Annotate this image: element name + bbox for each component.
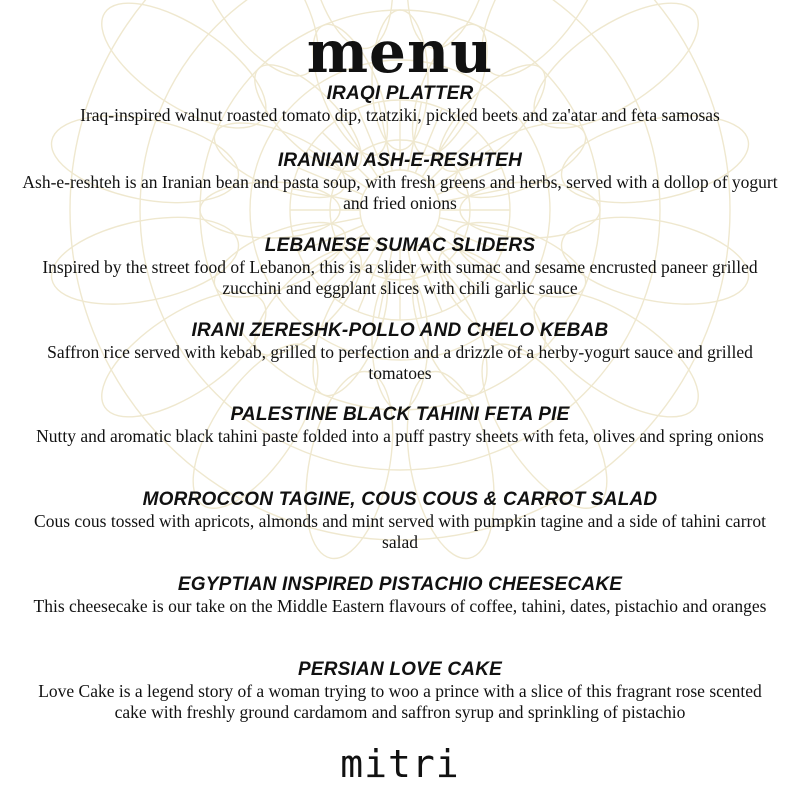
dish-description: Cous cous tossed with apricots, almonds and mint served with pumpkin tagine and a side of tahini carrot salad [34,511,766,552]
dish-name: PERSIAN LOVE CAKE [298,659,502,680]
dish-name: PALESTINE BLACK TAHINI FETA PIE [230,404,570,425]
menu-item [20,489,780,553]
menu-item [20,235,780,299]
menu-item [20,404,780,447]
menu-item [20,574,780,617]
menu-title: menu [306,18,494,86]
dish-description: Love Cake is a legend story of a woman trying to woo a prince with a slice of this fragrant rose scented cake with freshly ground cardamom and saffron syrup and sprinkling of pistachio [38,681,762,722]
menu-item [20,320,780,384]
dish-name: IRANIAN ASH-E-RESHTEH [277,150,523,171]
brand-logo: mitri [340,742,460,786]
dish-name: EGYPTIAN INSPIRED PISTACHIO CHEESECAKE [177,574,623,595]
menu-item [20,659,780,723]
dish-description: Inspired by the street food of Lebanon, this is a slider with sumac and sesame encrusted paneer grilled zucchini and eggplant slices with chili garlic sauce [42,257,758,298]
dish-description: Ash-e-reshteh is an Iranian bean and pasta soup, with fresh greens and herbs, served with a dollop of yogurt and fried onions [22,172,778,213]
dish-description: Saffron rice served with kebab, grilled to perfection and a drizzle of a herby-yogurt sauce and grilled tomatoes [47,342,753,383]
dish-description: Nutty and aromatic black tahini paste folded into a puff pastry sheets with feta, olives and spring onions [36,426,764,446]
menu-item [20,150,780,214]
dish-name: IRANI ZERESHK-POLLO AND CHELO KEBAB [191,320,609,341]
dish-name: IRAQI PLATTER [326,83,474,104]
dish-name: LEBANESE SUMAC SLIDERS [264,235,536,256]
dish-description: This cheesecake is our take on the Middle Eastern flavours of coffee, tahini, dates, pistachio and oranges [33,596,767,616]
dish-description: Iraq-inspired walnut roasted tomato dip, tzatziki, pickled beets and za'atar and feta samosas [80,105,720,125]
menu-item [20,83,780,126]
dish-name: MORROCCON TAGINE, COUS COUS & CARROT SALAD [142,489,658,510]
